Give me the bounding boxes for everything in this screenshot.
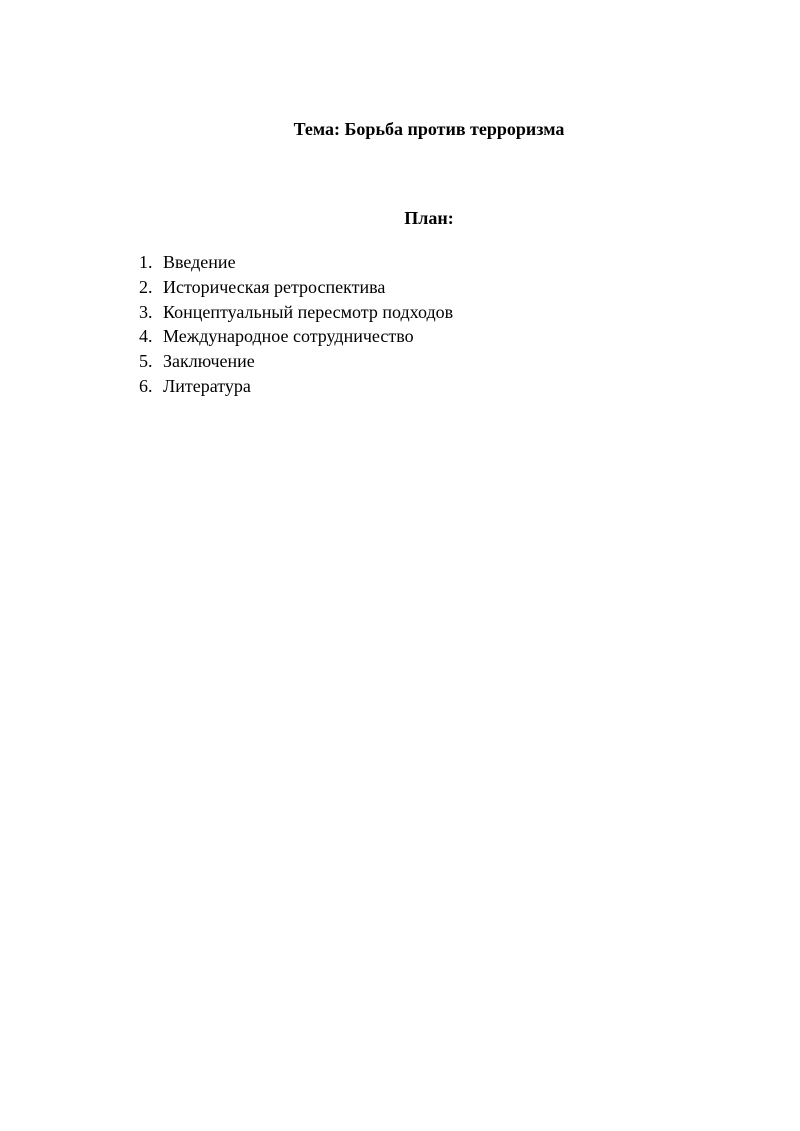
plan-item-introduction	[139, 250, 453, 275]
plan-item-text: Литература	[163, 375, 251, 396]
plan-item-text: Историческая ретроспектива	[163, 276, 386, 297]
plan-item-conclusion	[139, 349, 453, 374]
plan-item-international-cooperation	[139, 324, 453, 349]
plan-item-literature	[139, 374, 453, 399]
plan-item-text: Введение	[163, 252, 236, 272]
plan-item-number: 3.	[139, 301, 153, 322]
plan-item-number: 4.	[139, 326, 153, 347]
plan-item-text: Международное сотрудничество	[163, 326, 414, 347]
plan-item-historical-retrospective	[139, 275, 453, 300]
plan-item-number: 5.	[139, 351, 153, 372]
plan-item-number: 2.	[139, 276, 153, 297]
plan-item-text: Заключение	[163, 351, 255, 372]
plan-item-number: 1.	[139, 252, 153, 272]
plan-heading: План:	[404, 208, 454, 228]
plan-item-text: Концептуальный пересмотр подходов	[163, 301, 454, 322]
document-title: Тема: Борьба против терроризма	[293, 119, 565, 139]
plan-item-conceptual-revision	[139, 300, 453, 325]
plan-item-number: 6.	[139, 375, 153, 396]
plan-list	[139, 250, 453, 399]
